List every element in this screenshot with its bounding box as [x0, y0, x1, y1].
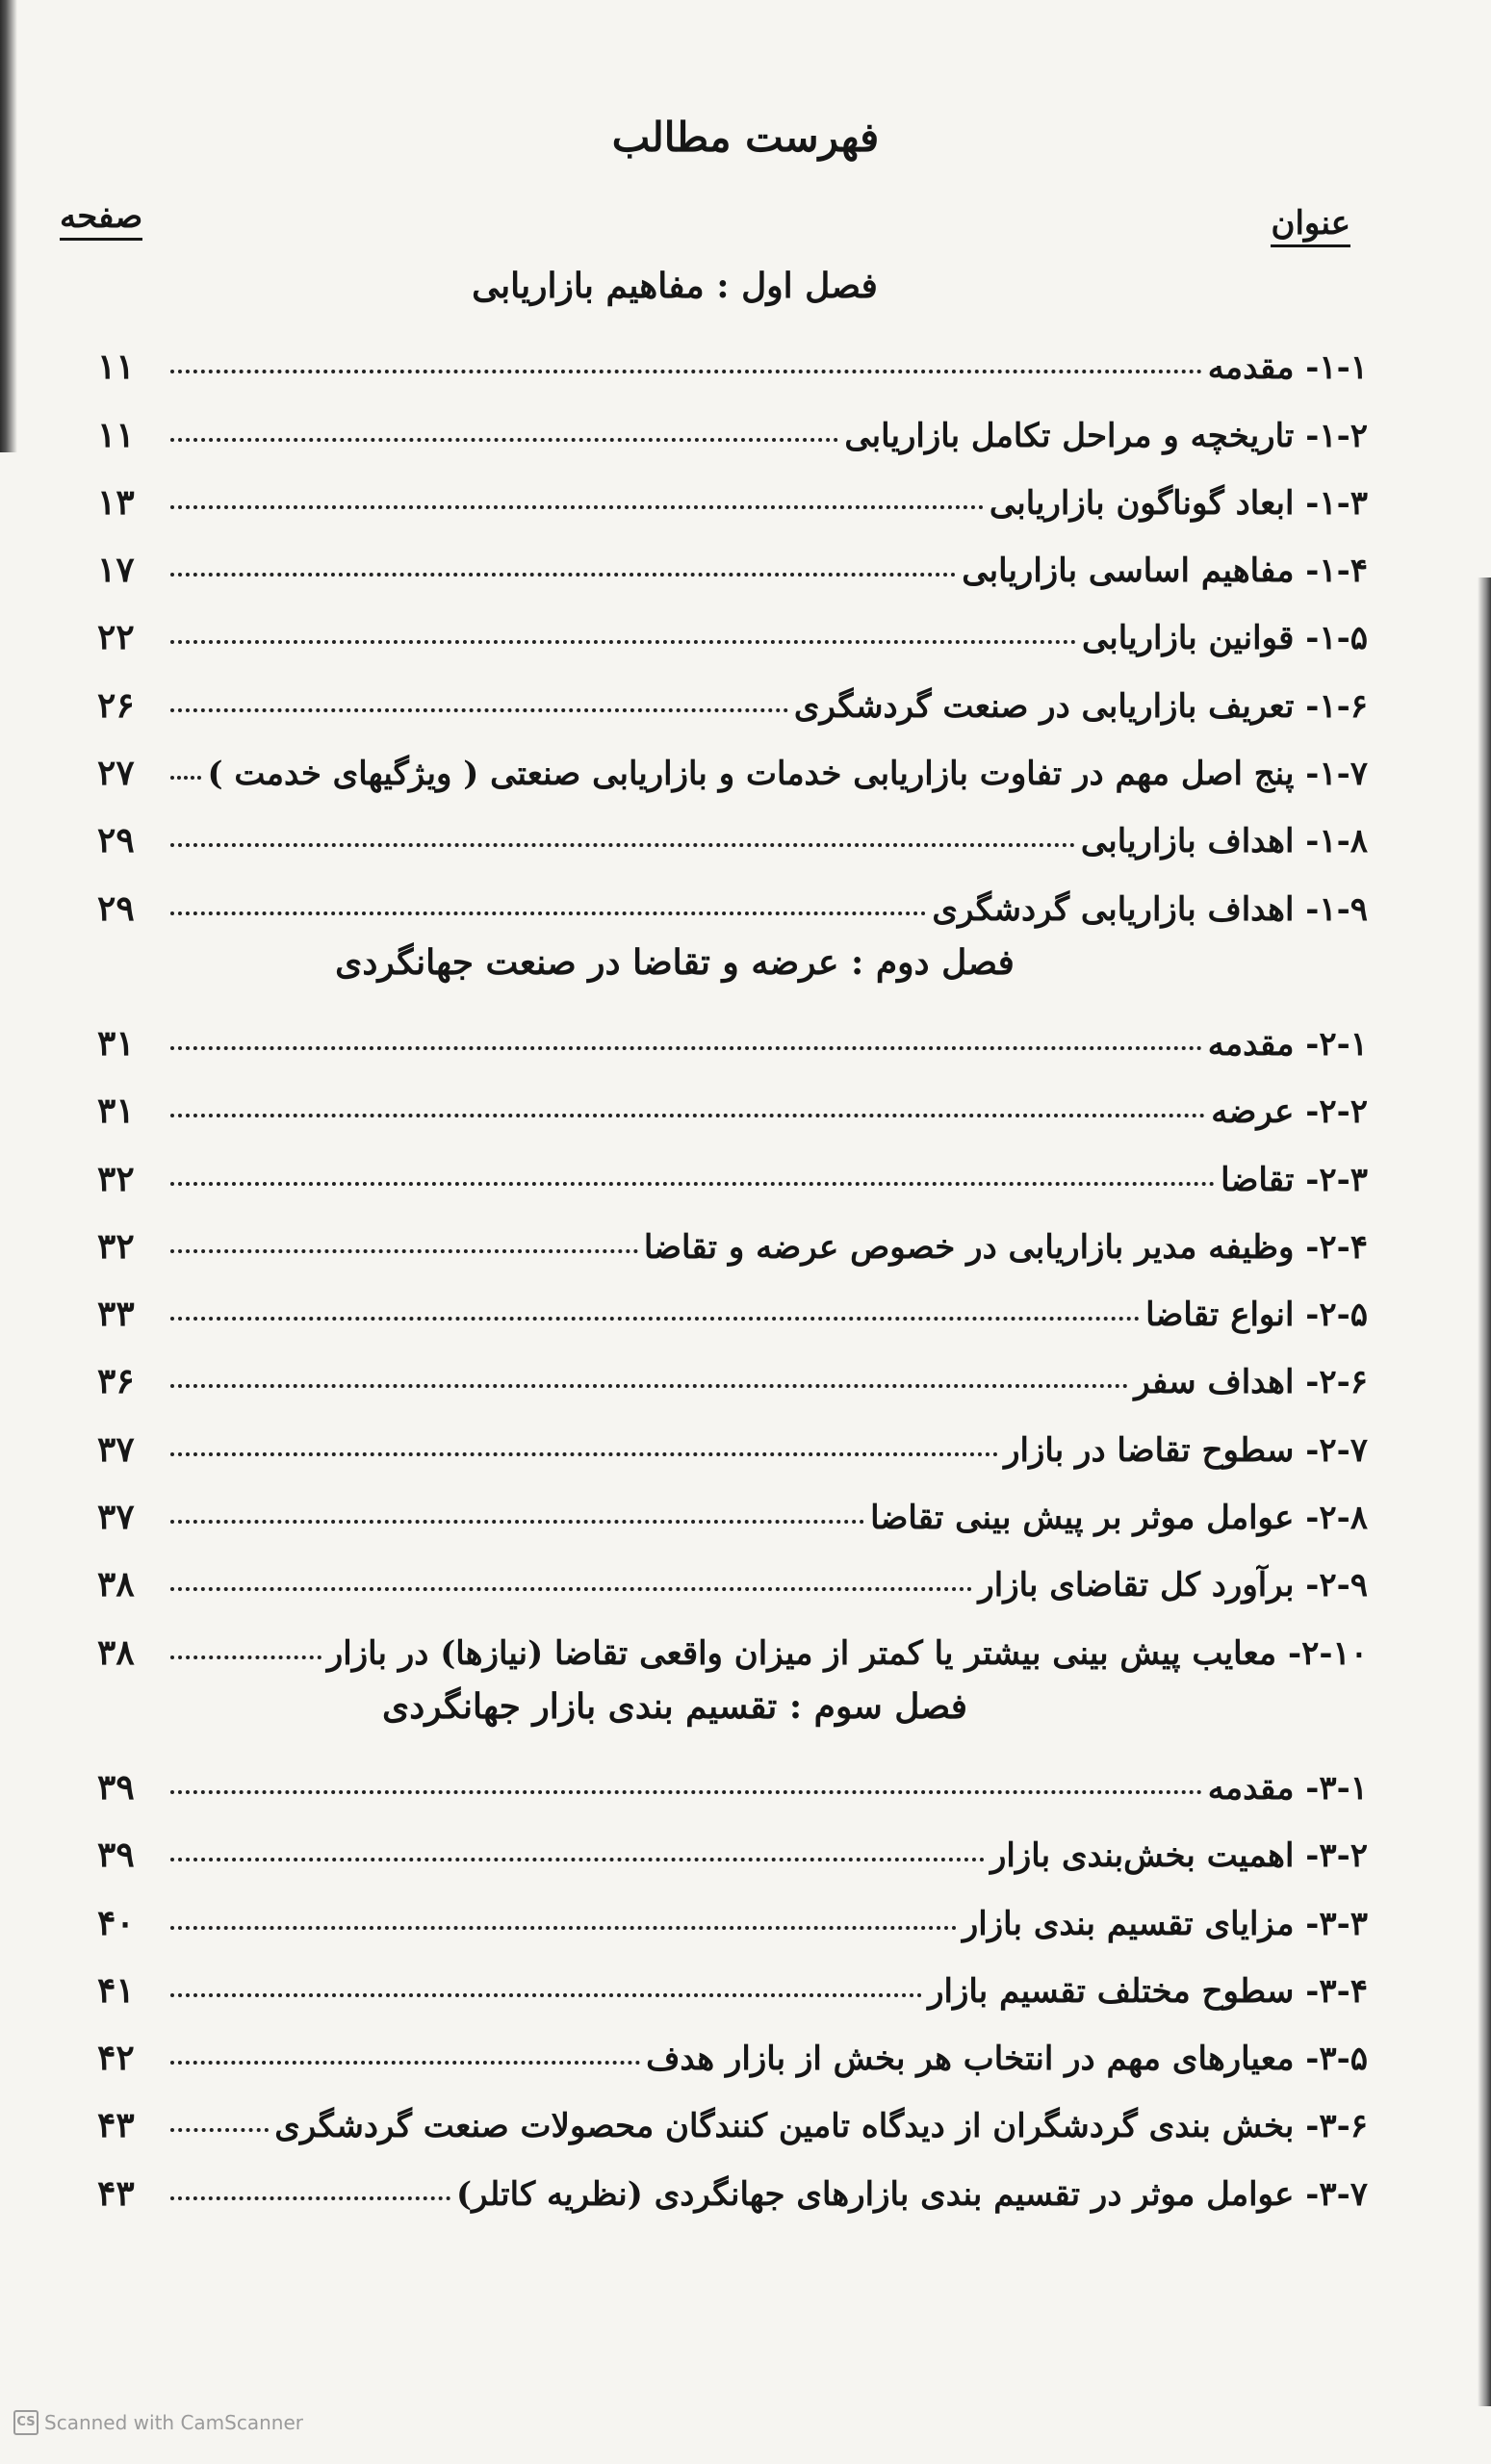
toc-entry-page-number: ۲۹ — [97, 887, 135, 929]
toc-entry[interactable] — [97, 1537, 1368, 1604]
toc-entry-title: ۳-۴- سطوح مختلف تقسیم بازار — [928, 1971, 1368, 2011]
toc-entry[interactable] — [97, 793, 1368, 860]
toc-entry-page-number: ۳۶ — [97, 1361, 135, 1402]
toc-entry[interactable] — [97, 1740, 1368, 1808]
dot-leader — [170, 843, 1075, 847]
chapter-heading: فصل سوم : تقسیم بندی بازار جهانگردی — [382, 1685, 967, 1727]
toc-entry[interactable] — [97, 1267, 1368, 1334]
camscanner-logo-icon: CS — [13, 2410, 39, 2435]
dot-leader — [170, 1858, 985, 1861]
toc-entry-title: ۲-۲- عرضه — [1211, 1092, 1368, 1132]
toc-entry-page-number: ۱۷ — [97, 550, 135, 591]
toc-entry-title: ۲-۴- وظیفه مدیر بازاریابی در خصوص عرضه و تقاضا — [643, 1227, 1368, 1267]
dot-leader — [170, 1249, 638, 1253]
toc-entry-title: ۳-۵- معیارهای مهم در انتخاب هر بخش از بازار هدف — [646, 2040, 1368, 2079]
toc-entry-title: ۱-۵- قوانین بازاریابی — [1081, 619, 1368, 658]
toc-entry-title: ۳-۲- اهمیت بخش‌بندی بازار — [990, 1836, 1368, 1876]
toc-entry-title: ۳-۷- عوامل موثر در تقسیم بندی بازارهای جهانگردی (نظریه کاتلر) — [456, 2174, 1368, 2214]
toc-entry-page-number: ۳۳ — [97, 1294, 135, 1335]
toc-entry-page-number: ۳۹ — [97, 1835, 135, 1876]
toc-entry-title: ۲-۷- سطوح تقاضا در بازار — [1004, 1430, 1368, 1470]
toc-entry-title: ۱-۴- مفاهیم اساسی بازاریابی — [962, 552, 1368, 591]
dot-leader — [170, 370, 1202, 373]
dot-leader — [170, 1452, 998, 1456]
column-heading-page: صفحه — [60, 197, 142, 241]
toc-entry-page-number: ۱۳ — [97, 481, 135, 523]
toc-entry-title: ۳-۱- مقدمه — [1207, 1768, 1368, 1808]
toc-entry-page-number: ۲۶ — [97, 684, 135, 726]
toc-entry-page-number: ۴۰ — [97, 1902, 135, 1943]
toc-entry-page-number: ۱۱ — [97, 414, 135, 455]
toc-entry-page-number: ۲۷ — [97, 753, 135, 794]
page-edge-shadow — [1478, 578, 1491, 2406]
dot-leader — [170, 1182, 1215, 1186]
dot-leader — [170, 1114, 1205, 1117]
dot-leader — [170, 2128, 269, 2132]
toc-entry-title: ۲-۱۰- معایب پیش بینی بیشتر یا کمتر از میزان واقعی تقاضا (نیازها) در بازار — [326, 1633, 1368, 1673]
toc-entry-page-number: ۳۲ — [97, 1225, 135, 1267]
toc-entry[interactable] — [97, 2078, 1368, 2145]
toc-entry-page-number: ۳۸ — [97, 1564, 135, 1605]
chapter-heading: فصل اول : مفاهیم بازاریابی — [472, 266, 878, 306]
dot-leader — [170, 1520, 864, 1524]
toc-entry[interactable] — [97, 1131, 1368, 1198]
toc-entry[interactable] — [97, 726, 1368, 793]
toc-entry[interactable] — [97, 1064, 1368, 1131]
toc-entry-title: ۱-۹- اهداف بازاریابی گردشگری — [932, 889, 1368, 929]
dot-leader — [170, 1656, 321, 1659]
toc-entry-title: ۱-۳- ابعاد گوناگون بازاریابی — [989, 483, 1368, 523]
toc-entry-title: ۱-۱- مقدمه — [1207, 348, 1368, 388]
column-heading-title: عنوان — [1271, 204, 1350, 247]
dot-leader — [170, 1993, 922, 1997]
toc-entry[interactable] — [97, 1604, 1368, 1672]
toc-entry-page-number: ۴۲ — [97, 2038, 135, 2079]
toc-entry-page-number: ۴۱ — [97, 1969, 135, 2011]
toc-entry-title: ۱-۲- تاریخچه و مراحل تکامل بازاریابی — [844, 416, 1368, 455]
toc-entry[interactable] — [97, 1875, 1368, 1942]
table-of-contents — [97, 252, 1368, 2214]
toc-entry-title: ۲-۵- انواع تقاضا — [1145, 1296, 1368, 1335]
dot-leader — [170, 505, 984, 509]
toc-entry-page-number: ۳۹ — [97, 1766, 135, 1808]
toc-entry[interactable] — [97, 1470, 1368, 1537]
page-title: فهرست مطالب — [611, 114, 880, 161]
toc-entry[interactable] — [97, 996, 1368, 1064]
toc-entry[interactable] — [97, 860, 1368, 928]
toc-entry[interactable] — [97, 2145, 1368, 2213]
dot-leader — [170, 708, 788, 712]
toc-entry-page-number: ۳۷ — [97, 1428, 135, 1470]
toc-entry-page-number: ۳۱ — [97, 1022, 135, 1064]
chapter-heading: فصل دوم : عرضه و تقاضا در صنعت جهانگردی — [335, 941, 1015, 983]
toc-entry-title: ۲-۹- برآورد کل تقاضای بازار — [978, 1566, 1368, 1605]
toc-entry[interactable] — [97, 387, 1368, 454]
dot-leader — [170, 1046, 1202, 1050]
toc-entry-page-number: ۴۳ — [97, 2172, 135, 2214]
toc-entry[interactable] — [97, 1943, 1368, 2011]
toc-entry[interactable] — [97, 1808, 1368, 1875]
toc-entry[interactable] — [97, 2011, 1368, 2078]
dot-leader — [170, 1587, 972, 1591]
toc-entry-title: ۱-۷- پنج اصل مهم در تفاوت بازاریابی خدمات و بازاریابی صنعتی ( ویژگیهای خدمت ) — [207, 755, 1368, 794]
toc-entry-page-number: ۳۷ — [97, 1497, 135, 1538]
toc-entry-page-number: ۳۸ — [97, 1631, 135, 1673]
scanner-watermark — [13, 2410, 303, 2435]
dot-leader — [170, 1790, 1202, 1794]
toc-entry[interactable] — [97, 523, 1368, 590]
scanner-watermark-text: Scanned with CamScanner — [44, 2411, 303, 2434]
toc-entry[interactable] — [97, 455, 1368, 523]
toc-entry-title: ۲-۳- تقاضا — [1221, 1160, 1368, 1199]
dot-leader — [170, 1384, 1128, 1388]
toc-entry-title: ۱-۶- تعریف بازاریابی در صنعت گردشگری — [793, 686, 1368, 726]
toc-entry-title: ۲-۱- مقدمه — [1207, 1024, 1368, 1064]
toc-entry[interactable] — [97, 1199, 1368, 1267]
toc-entry-title: ۳-۳- مزایای تقسیم بندی بازار — [962, 1904, 1368, 1943]
dot-leader — [170, 573, 956, 577]
dot-leader — [170, 2061, 640, 2065]
toc-entry-page-number: ۳۱ — [97, 1091, 135, 1132]
toc-entry-title: ۲-۶- اهداف سفر — [1134, 1363, 1368, 1402]
dot-leader — [170, 640, 1076, 644]
toc-entry-title: ۲-۸- عوامل موثر بر پیش بینی تقاضا — [870, 1499, 1368, 1538]
toc-entry[interactable] — [97, 320, 1368, 387]
dot-leader — [170, 1926, 957, 1930]
toc-entry-page-number: ۲۹ — [97, 820, 135, 861]
toc-entry-page-number: ۲۲ — [97, 617, 135, 658]
toc-entry[interactable] — [97, 1401, 1368, 1469]
toc-entry-title: ۱-۸- اهداف بازاریابی — [1080, 822, 1368, 861]
toc-entry-page-number: ۴۳ — [97, 2105, 135, 2146]
toc-entry-page-number: ۳۲ — [97, 1158, 135, 1199]
toc-entry-page-number: ۱۱ — [97, 346, 135, 388]
toc-entry[interactable] — [97, 590, 1368, 657]
toc-entry-title: ۳-۶- بخش بندی گردشگران از دیدگاه تامین کنندگان محصولات صنعت گردشگری — [274, 2107, 1368, 2146]
dot-leader — [170, 2196, 450, 2200]
toc-entry[interactable] — [97, 657, 1368, 725]
dot-leader — [170, 911, 926, 915]
dot-leader — [170, 1317, 1140, 1321]
dot-leader — [170, 438, 838, 442]
dot-leader — [170, 776, 201, 780]
page-binding-shadow — [0, 0, 17, 452]
toc-entry[interactable] — [97, 1334, 1368, 1401]
